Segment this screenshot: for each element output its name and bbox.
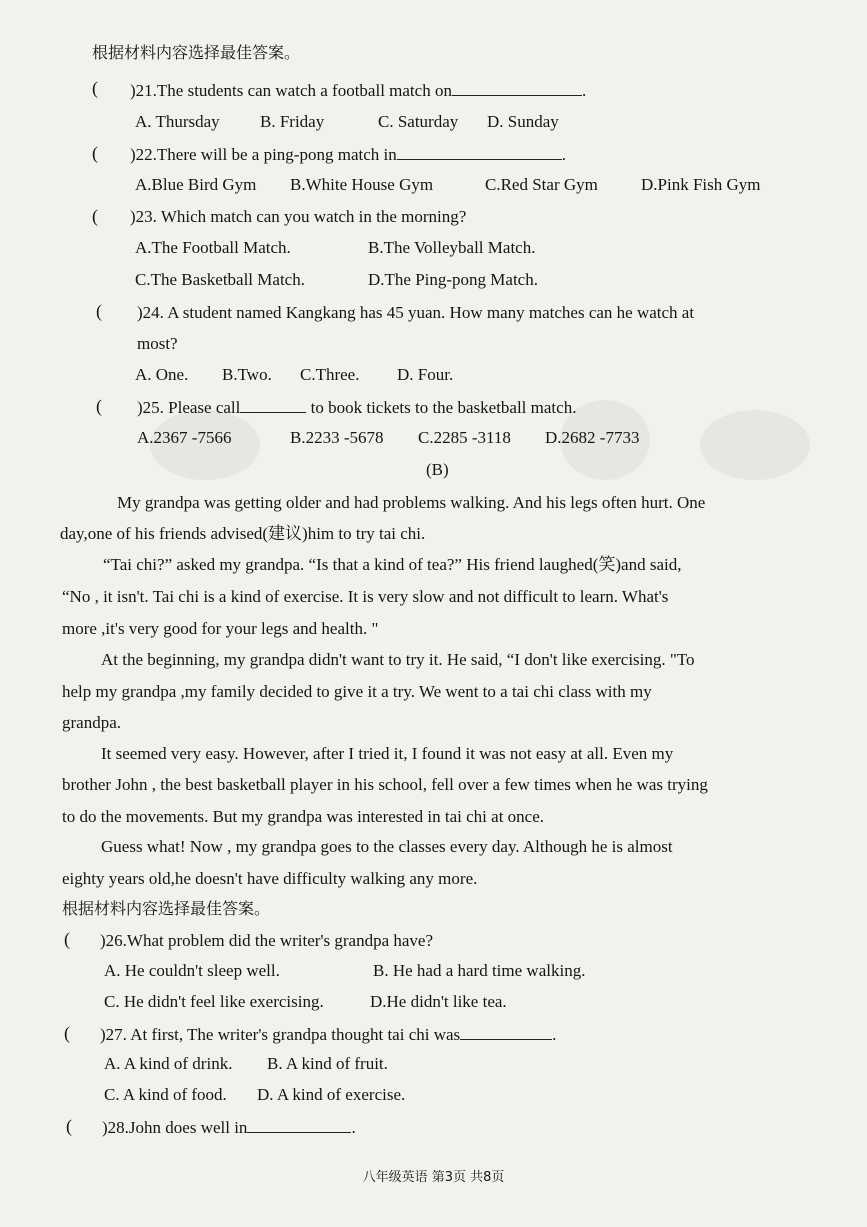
answer-paren: ( [92, 143, 98, 163]
question-21-stem: )21.The students can watch a football match on [130, 81, 452, 100]
option: C.The Basketball Match. [135, 270, 305, 289]
option: C. Saturday [378, 112, 459, 131]
question-23: )23. Which match can you watch in the morning? [130, 207, 467, 226]
answer-paren: ( [96, 396, 102, 416]
answer-blank[interactable] [397, 143, 562, 160]
answer-blank[interactable] [247, 1116, 351, 1133]
question-21 [130, 79, 586, 102]
option: A.The Football Match. [135, 238, 291, 257]
option: B.The Volleyball Match. [368, 238, 536, 257]
question-end-mark: . [552, 1025, 557, 1044]
option: D.2682 -7733 [545, 428, 640, 447]
answer-paren: ( [92, 78, 98, 98]
option: B.2233 -5678 [290, 428, 384, 447]
question-26: )26.What problem did the writer's grandpa have? [100, 931, 434, 950]
answer-paren: ( [66, 1116, 72, 1136]
passage-line: more ,it's very good for your legs and health. " [62, 619, 379, 638]
question-24: )24. A student named Kangkang has 45 yuan. How many matches can he watch at [137, 303, 695, 322]
option: A.Blue Bird Gym [135, 175, 257, 194]
answer-paren: ( [64, 1023, 70, 1043]
option: D.He didn't like tea. [370, 992, 507, 1011]
passage-line: It seemed very easy. However, after I tried it, I found it was not easy at all. Even my [101, 744, 674, 763]
option: A. One. [135, 365, 189, 384]
passage-line: My grandpa was getting older and had problems walking. And his legs often hurt. One [117, 493, 706, 512]
passage-line: day,one of his friends advised(建议)him to try tai chi. [60, 524, 426, 543]
passage-line: “Tai chi?” asked my grandpa. “Is that a kind of tea?” His friend laughed(笑)and said, [103, 555, 682, 574]
passage-line: help my grandpa ,my family decided to give it a try. We went to a tai chi class with my [62, 682, 652, 701]
answer-blank[interactable] [452, 79, 582, 96]
answer-paren: ( [96, 301, 102, 321]
option: A. He couldn't sleep well. [104, 961, 280, 980]
option: C.Three. [300, 365, 360, 384]
question-22-stem: )22.There will be a ping-pong match in [130, 145, 397, 164]
passage-line: grandpa. [62, 713, 122, 732]
option: D. Sunday [487, 112, 559, 131]
question-27-stem: )27. At first, The writer's grandpa thought tai chi was [100, 1025, 461, 1044]
option: C.Red Star Gym [485, 175, 598, 194]
option: D. Four. [397, 365, 454, 384]
passage-line: brother John , the best basketball player in his school, fell over a few times when he was trying [62, 775, 708, 794]
answer-blank[interactable] [460, 1023, 552, 1040]
question-end-mark: . [351, 1118, 356, 1137]
question-27 [100, 1023, 556, 1046]
option: A.2367 -7566 [137, 428, 232, 447]
section-b-heading: (B) [426, 460, 449, 479]
option: B. A kind of fruit. [267, 1054, 388, 1073]
option: D.The Ping-pong Match. [368, 270, 538, 289]
option: B.White House Gym [290, 175, 434, 194]
question-28 [102, 1116, 356, 1139]
option: D. A kind of exercise. [257, 1085, 406, 1104]
question-end-mark: . [581, 81, 587, 100]
option: C. He didn't feel like exercising. [104, 992, 324, 1011]
question-28-stem: )28.John does well in [102, 1118, 248, 1137]
passage-line: “No , it isn't. Tai chi is a kind of exercise. It is very slow and not difficult to learn. What's [62, 587, 669, 606]
question-22 [130, 143, 566, 166]
question-25-stem-a: )25. Please call [137, 398, 241, 417]
question-25-stem-b: to book tickets to the basketball match. [310, 398, 577, 417]
question-24-cont: most? [137, 334, 178, 353]
passage-line: to do the movements. But my grandpa was interested in tai chi at once. [62, 807, 545, 826]
section-b-instruction: 根据材料内容选择最佳答案。 [62, 899, 271, 918]
section-a-instruction: 根据材料内容选择最佳答案。 [92, 43, 301, 62]
passage-line: eighty years old,he doesn't have difficulty walking any more. [62, 869, 478, 888]
question-end-mark: . [561, 145, 566, 164]
option: A. Thursday [135, 112, 220, 131]
passage-line: Guess what! Now , my grandpa goes to the classes every day. Although he is almost [101, 837, 673, 856]
answer-paren: ( [64, 929, 70, 949]
option: B. He had a hard time walking. [373, 961, 586, 980]
answer-blank[interactable] [240, 396, 306, 413]
option: C. A kind of food. [104, 1085, 227, 1104]
answer-paren: ( [92, 206, 98, 226]
page-footer: 八年级英语 第3页 共8页 [362, 1170, 505, 1185]
option: A. A kind of drink. [104, 1054, 233, 1073]
bleed-through-mark [700, 410, 810, 480]
option: C.2285 -3118 [418, 428, 511, 447]
option: B.Two. [222, 365, 272, 384]
passage-line: At the beginning, my grandpa didn't want to try it. He said, “I don't like exercising. "To [101, 650, 695, 669]
question-25 [137, 396, 576, 419]
option: D.Pink Fish Gym [641, 175, 761, 194]
option: B. Friday [260, 112, 325, 131]
